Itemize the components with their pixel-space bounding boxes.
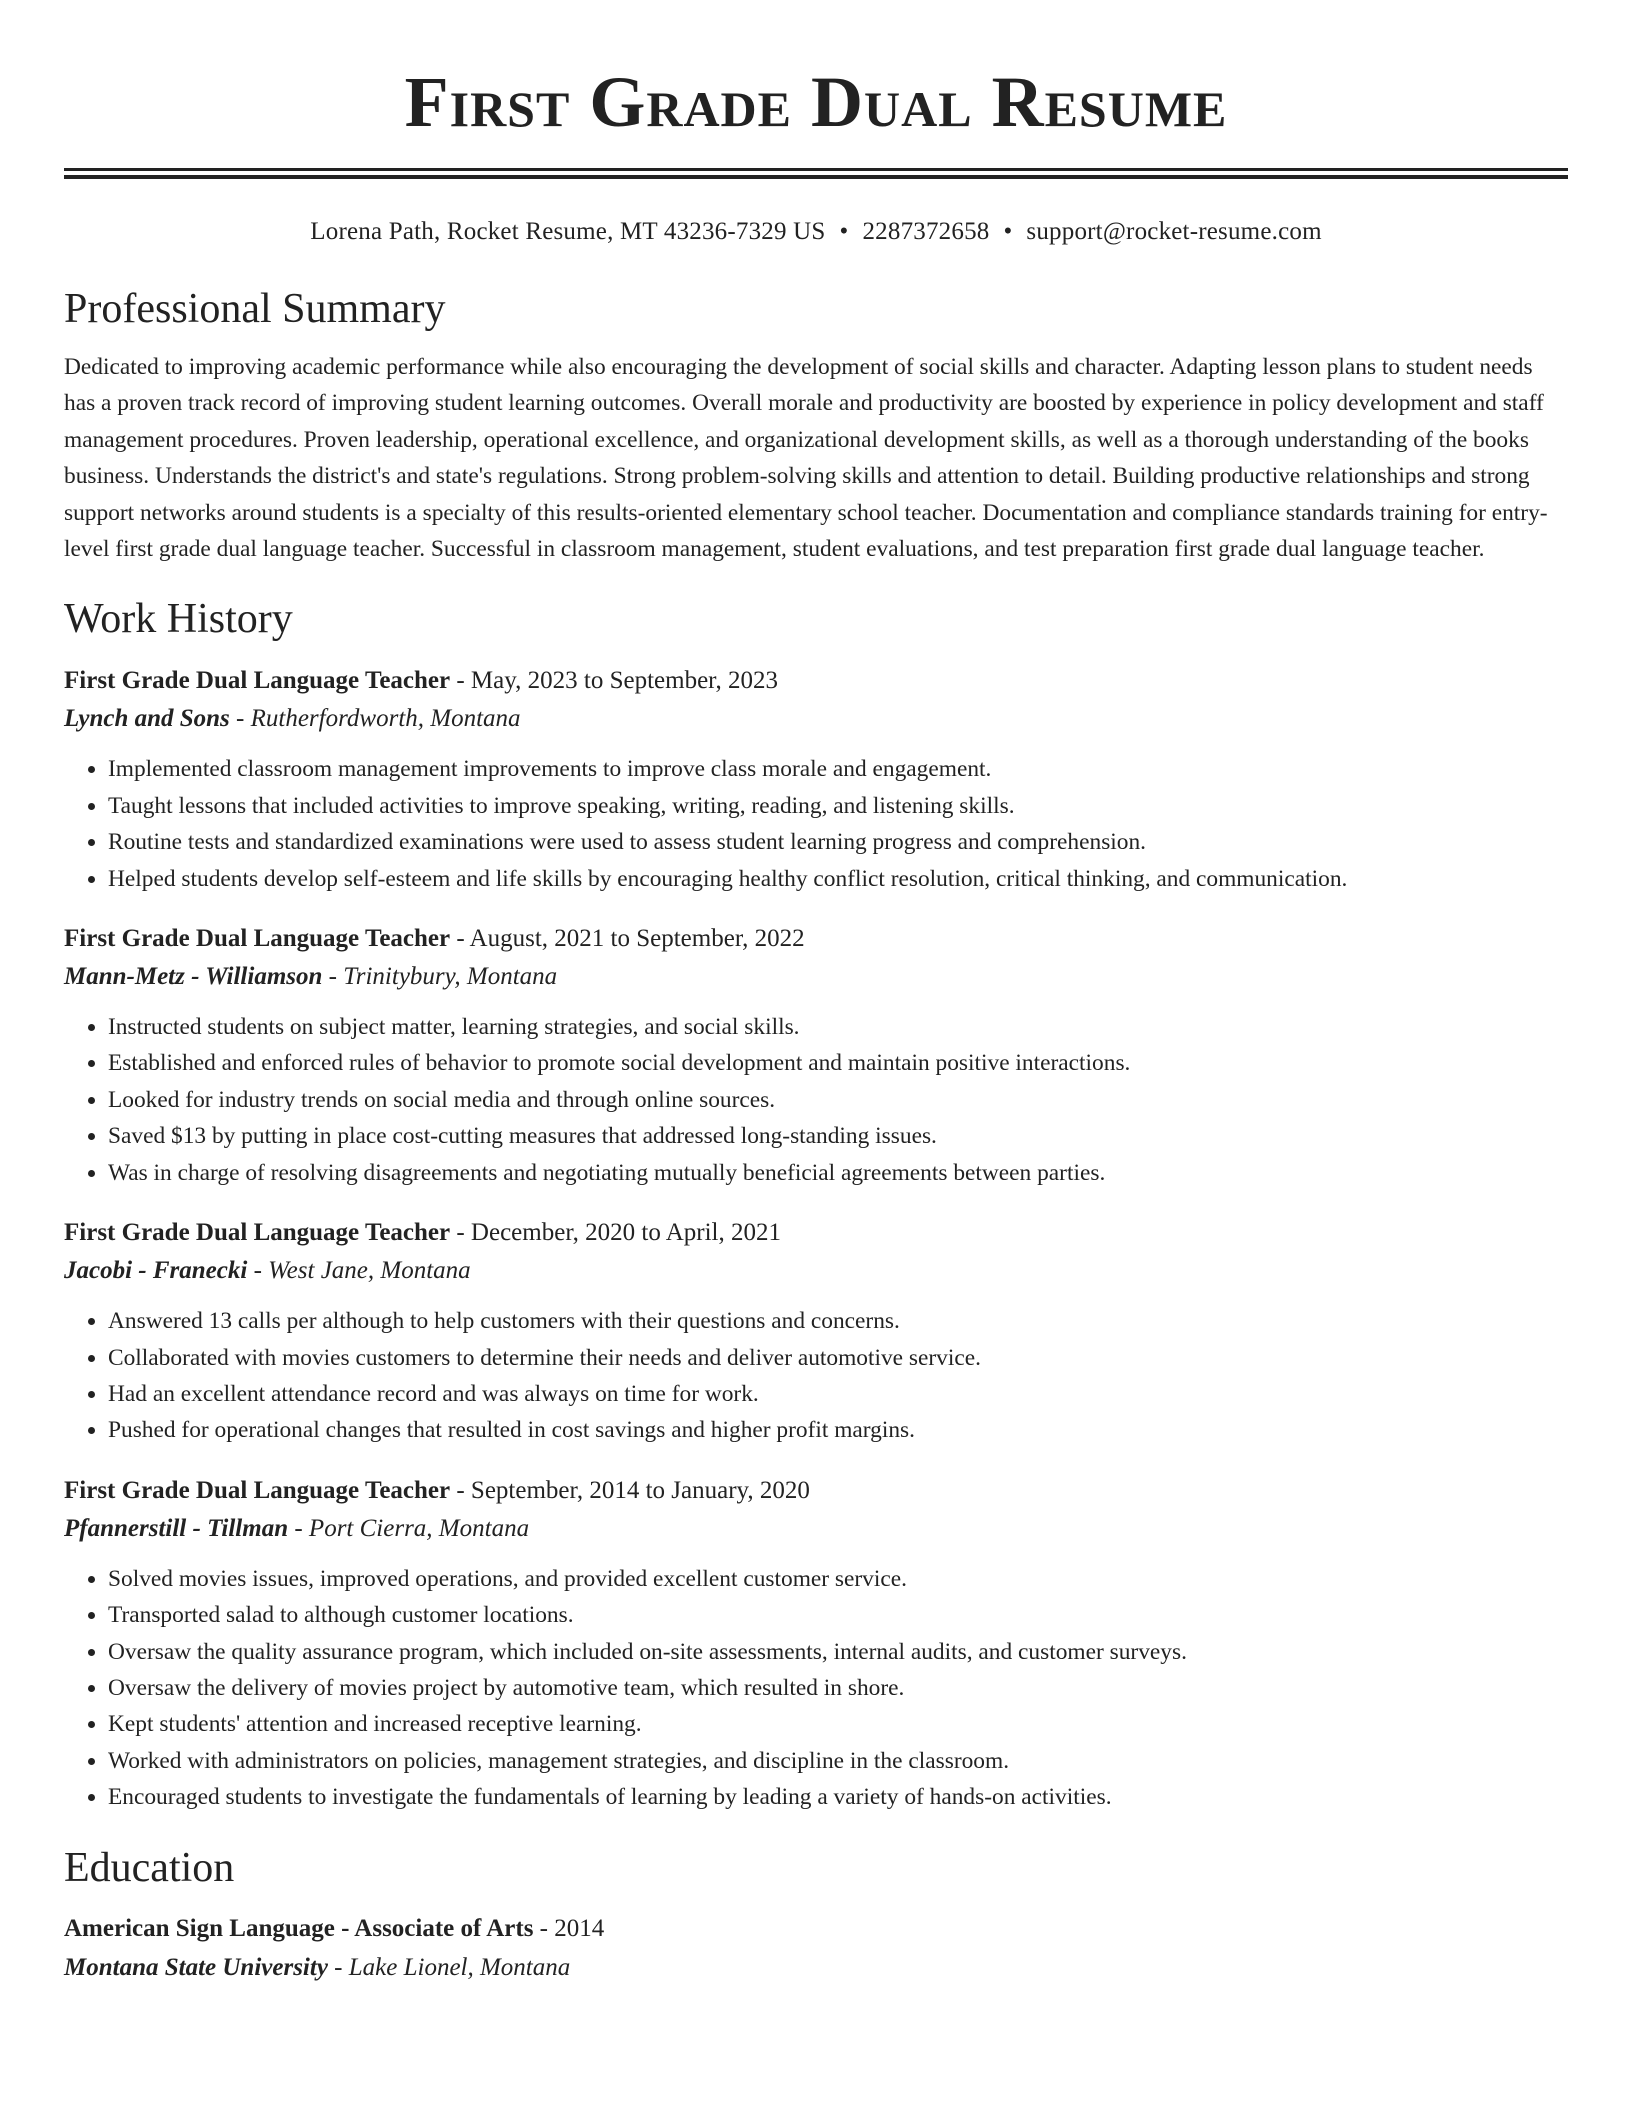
list-item: • Encouraged students to investigate the fundamentals of learning by leading a variety of hands-on activities. [108, 1779, 1568, 1815]
job-duties [64, 1009, 1568, 1191]
job-location: - Port Cierra, Montana [288, 1514, 530, 1542]
job-dates: - May, 2023 to September, 2023 [450, 667, 778, 695]
school-location: - Lake Lionel, Montana [327, 1953, 571, 1981]
job-company: Jacobi - Franecki [64, 1257, 248, 1285]
job-company: Lynch and Sons [64, 705, 230, 733]
job-role: First Grade Dual Language Teacher [64, 925, 451, 953]
job-duties [64, 1303, 1568, 1449]
degree-year: - 2014 [533, 1914, 605, 1942]
job-title-line [64, 1215, 1568, 1251]
contact-line [64, 215, 1568, 249]
list-item: • Had an excellent attendance record and was always on time for work. [108, 1376, 1568, 1412]
list-item: • Looked for industry trends on social media and through online sources. [108, 1082, 1568, 1118]
job-role: First Grade Dual Language Teacher [64, 1219, 451, 1247]
contact-phone: 2287372658 [862, 218, 990, 245]
contact-address: Lorena Path, Rocket Resume, MT 43236-7329 US [310, 218, 826, 245]
job-company-line [64, 699, 1568, 739]
work-history-section [64, 593, 1568, 1815]
job-title-line [64, 663, 1568, 699]
contact-separator: • [1003, 218, 1013, 245]
summary-heading: Professional Summary [64, 286, 446, 332]
degree-title: American Sign Language - Associate of Arts [64, 1914, 534, 1942]
job-title-line [64, 1473, 1568, 1509]
job-company-line [64, 1509, 1568, 1549]
job-location: - Rutherfordworth, Montana [229, 705, 521, 733]
job-role: First Grade Dual Language Teacher [64, 1476, 451, 1504]
list-item: • Answered 13 calls per although to help customers with their questions and concerns. [108, 1303, 1568, 1339]
contact-email: support@rocket-resume.com [1026, 218, 1322, 245]
job-company-line [64, 957, 1568, 997]
list-item: • Was in charge of resolving disagreements and negotiating mutually beneficial agreements between parties. [108, 1155, 1568, 1191]
list-item: • Oversaw the quality assurance program, which included on-site assessments, internal audits, and customer surveys. [108, 1634, 1568, 1670]
job-duties [64, 1561, 1568, 1816]
list-item: • Implemented classroom management improvements to improve class morale and engagement. [108, 751, 1568, 787]
job-title-line [64, 921, 1568, 957]
resume-title: First Grade Dual Resume [404, 62, 1228, 142]
job-location: - Trinitybury, Montana [322, 963, 558, 991]
list-item: • Taught lessons that included activities to improve speaking, writing, reading, and listening skills. [108, 788, 1568, 824]
education-section [64, 1842, 1568, 1988]
job-company: Pfannerstill - Tillman [64, 1514, 289, 1542]
job-role: First Grade Dual Language Teacher [64, 667, 451, 695]
list-item: • Pushed for operational changes that resulted in cost savings and higher profit margins. [108, 1412, 1568, 1448]
contact-separator: • [839, 218, 849, 245]
summary-text: Dedicated to improving academic performance while also encouraging the development of social skills and character. Adapting lesson plans to student needs has a proven track record of improving student learning outcomes. Overall morale and productivity are boosted by experience in policy development and staff management procedures. Proven leadership, operational excellence, and organizational development skills, as well as a thorough understanding of the books business. Understands the district's and state's regulations. Strong problem-solving skills and attention to detail. Building productive relationships and strong support networks around students is a specialty of this results-oriented elementary school teacher. Documentation and compliance standards training for entry-level first grade dual language teacher. Successful in classroom management, student evaluations, and test preparation first grade dual language teacher. [64, 354, 1548, 563]
list-item: • Collaborated with movies customers to determine their needs and deliver automotive service. [108, 1340, 1568, 1376]
degree-line [64, 1910, 1568, 1948]
work-history-heading: Work History [64, 596, 293, 643]
job-dates: - August, 2021 to September, 2022 [450, 925, 805, 953]
job-company: Mann-Metz - Williamson [64, 963, 323, 991]
list-item: • Helped students develop self-esteem and life skills by encouraging healthy conflict resolution, critical thinking, and communication. [108, 861, 1568, 897]
school-name: Montana State University [64, 1953, 328, 1981]
education-heading: Education [64, 1844, 235, 1891]
list-item: • Oversaw the delivery of movies project by automotive team, which resulted in shore. [108, 1670, 1568, 1706]
list-item: • Worked with administrators on policies, management strategies, and discipline in the classroom. [108, 1743, 1568, 1779]
job-entry [64, 1473, 1568, 1816]
job-duties [64, 751, 1568, 897]
list-item: • Instructed students on subject matter, learning strategies, and social skills. [108, 1009, 1568, 1045]
list-item: • Transported salad to although customer locations. [108, 1597, 1568, 1633]
job-entry [64, 1215, 1568, 1449]
list-item: • Routine tests and standardized examinations were used to assess student learning progress and comprehension. [108, 824, 1568, 860]
school-line [64, 1948, 1568, 1988]
job-location: - West Jane, Montana [247, 1257, 471, 1285]
list-item: • Kept students' attention and increased receptive learning. [108, 1706, 1568, 1742]
summary-section [64, 283, 1568, 567]
job-company-line [64, 1251, 1568, 1291]
list-item: • Saved $13 by putting in place cost-cutting measures that addressed long-standing issues. [108, 1118, 1568, 1154]
list-item: • Established and enforced rules of behavior to promote social development and maintain positive interactions. [108, 1045, 1568, 1081]
job-entry [64, 663, 1568, 897]
job-entry [64, 921, 1568, 1191]
list-item: • Solved movies issues, improved operations, and provided excellent customer service. [108, 1561, 1568, 1597]
job-dates: - December, 2020 to April, 2021 [450, 1219, 781, 1247]
title-divider [64, 168, 1568, 179]
job-dates: - September, 2014 to January, 2020 [450, 1476, 810, 1504]
